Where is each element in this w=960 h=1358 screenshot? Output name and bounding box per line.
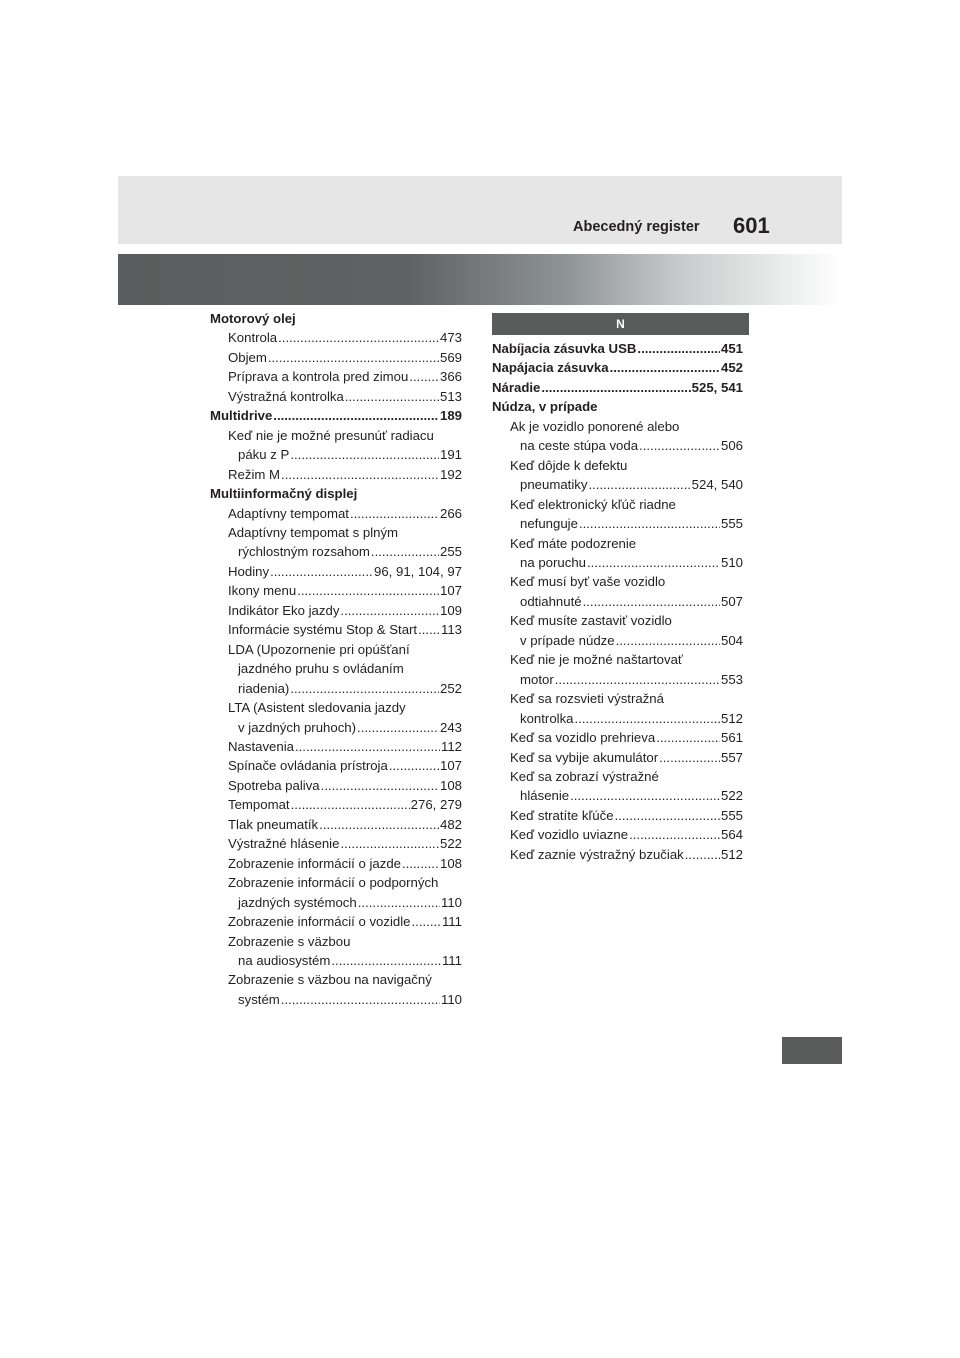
index-entry [210,659,462,678]
index-entry-text: Keď sa vozidlo prehrieva [510,730,656,746]
index-entry-text: Multiinformačný displej [210,486,358,502]
index-entry [210,912,462,931]
dot-leader [575,709,720,728]
index-entry-page: 192 [439,466,462,482]
index-entry-page: 522 [720,788,743,804]
dot-leader [281,990,440,1009]
index-entry-page: 561 [720,730,743,746]
dot-leader [270,562,373,581]
index-entry-page: 276, 279 [410,797,462,813]
index-entry [492,825,743,844]
dot-leader [579,514,720,533]
index-entry [492,845,743,864]
dot-leader [350,504,439,523]
index-entry-page: 109 [439,602,462,618]
index-entry-page: 110 [440,894,462,910]
index-entry-text: Režim M [228,466,281,482]
index-column-left [210,309,462,1009]
index-entry-page: 107 [439,758,462,774]
index-entry [210,601,462,620]
index-entry-text: Adaptívny tempomat [228,505,349,521]
index-entry-page: 111 [441,952,462,968]
dot-leader [541,378,690,397]
dot-leader [656,728,720,747]
dot-leader [278,328,439,347]
index-entry-text: systém [238,991,280,1007]
dot-leader [321,776,439,795]
dot-leader [685,845,720,864]
index-entry-text: jazdného pruhu s ovládaním [238,661,404,677]
index-entry-text: Zobrazenie informácií o podporných [228,875,439,891]
index-entry [210,970,462,989]
index-entry-text: páku z P [238,447,290,463]
page-number: 601 [733,213,770,238]
index-entry-page: 111 [441,914,462,930]
index-entry-page: 266 [439,505,462,521]
index-entry [210,679,462,698]
index-entry-text: kontrolka [520,710,574,726]
index-entry [492,514,743,533]
index-entry-page: 555 [720,807,743,823]
index-entry [492,339,743,358]
index-entry [210,562,462,581]
index-entry-text: odtiahnuté [520,593,582,609]
index-entry-page: 451 [720,341,743,356]
index-column-right [492,339,743,864]
dot-leader [402,854,439,873]
dot-leader [331,951,441,970]
dot-leader [555,670,720,689]
index-entry [210,406,462,425]
index-entry-text: na ceste stúpa voda [520,438,639,454]
index-entry-text: Zobrazenie s väzbou [228,933,351,949]
index-entry [210,523,462,542]
index-entry-text: Keď elektronický kľúč riadne [510,496,676,512]
index-entry-text: Keď musí byť vaše vozidlo [510,574,666,590]
index-entry-text: Informácie systému Stop & Start [228,622,418,638]
index-entry [492,728,743,747]
index-entry-text: Núdza, v prípade [492,399,598,415]
index-entry [210,426,462,445]
dot-leader [615,806,720,825]
index-entry [492,767,743,786]
index-entry [492,611,743,630]
index-entry [210,542,462,561]
index-entry [492,534,743,553]
index-entry-text: Keď nie je možné presunúť radiacu [228,427,434,443]
index-entry [492,572,743,591]
index-entry-text: Indikátor Eko jazdy [228,602,340,618]
index-entry-page: 513 [439,388,462,404]
dot-leader [587,553,720,572]
index-entry-text: Nastavenia [228,738,294,754]
index-entry-text: Výstražná kontrolka [228,388,344,404]
index-entry [492,553,743,572]
index-entry [492,495,743,514]
index-entry [492,592,743,611]
index-entry-page: 110 [440,991,462,1007]
dot-leader [340,601,439,620]
index-entry-page: 243 [439,719,462,735]
index-entry-text: Ikony menu [228,583,297,599]
index-entry-text: nefunguje [520,516,578,532]
index-entry [210,698,462,717]
index-entry [492,417,743,436]
index-entry [210,873,462,892]
index-entry-page: 191 [439,447,462,463]
index-entry-page: 255 [439,544,462,560]
index-entry-page: 252 [439,680,462,696]
index-entry-text: hlásenie [520,788,570,804]
index-entry [210,465,462,484]
index-entry-page: 112 [440,738,462,754]
dot-leader [291,795,410,814]
dot-leader [295,737,440,756]
dot-leader [659,748,720,767]
index-entry-text: Kontrola [228,330,278,346]
index-entry [210,640,462,659]
dot-leader [273,406,439,425]
dot-leader [371,542,439,561]
decorative-gradient-band [118,254,842,305]
dot-leader [629,825,720,844]
index-entry-text: Keď máte podozrenie [510,535,637,551]
index-entry-text: Príprava a kontrola pred zimou [228,369,409,385]
index-entry-text: LTA (Asistent sledovania jazdy [228,700,406,716]
index-entry [492,378,743,397]
index-entry [210,367,462,386]
dot-leader [345,387,439,406]
index-entry-page: 557 [720,749,743,765]
index-entry-text: Náradie [492,379,541,395]
index-entry [210,581,462,600]
index-entry [210,718,462,737]
dot-leader [610,358,720,377]
index-entry-page: 96, 91, 104, 97 [374,563,462,579]
index-entry-page: 507 [720,593,743,609]
index-entry [210,328,462,347]
index-entry-text: Motorový olej [210,311,296,326]
index-entry [492,650,743,669]
index-entry-page: 512 [720,846,743,862]
index-entry-page: 506 [720,438,743,454]
index-entry-text: Výstražné hlásenie [228,836,340,852]
index-entry-page: 512 [720,710,743,726]
index-entry [210,990,462,1009]
dot-leader [268,348,439,367]
index-entry [492,358,743,377]
index-entry-page: 107 [439,583,462,599]
dot-leader [616,631,720,650]
index-entry-text: Adaptívny tempomat s plným [228,524,399,540]
index-entry [210,795,462,814]
index-entry-text: Keď stratíte kľúče [510,807,614,823]
index-entry [492,786,743,805]
header-title: Abecedný register [573,219,700,235]
index-entry-text: Keď vozidlo uviazne [510,827,629,843]
index-entry [210,309,462,328]
index-entry-text: na audiosystém [238,952,331,968]
dot-leader [358,893,440,912]
dot-leader [297,581,439,600]
index-entry-text: Keď sa zobrazí výstražné [510,768,659,784]
index-entry [210,504,462,523]
index-entry-text: v prípade núdze [520,632,615,648]
index-entry [210,737,462,756]
index-entry [210,387,462,406]
index-entry-page: 482 [439,816,462,832]
dot-leader [389,756,439,775]
chapter-side-tab [782,1037,842,1064]
index-entry [492,456,743,475]
index-entry-page: 569 [439,349,462,365]
dot-leader [637,339,720,358]
index-entry-text: Keď musíte zastaviť vozidlo [510,613,672,629]
dot-leader [588,475,690,494]
index-entry-text: Keď sa vybije akumulátor [510,749,659,765]
index-entry-page: 553 [720,671,743,687]
index-entry-text: Zobrazenie s väzbou na navigačný [228,972,432,988]
index-entry-text: Spotreba paliva [228,777,320,793]
index-entry-text: Tlak pneumatík [228,816,319,832]
index-entry-page: 522 [439,836,462,852]
index-entry [492,748,743,767]
dot-leader [340,834,439,853]
index-entry-page: 366 [439,369,462,385]
index-entry [492,709,743,728]
index-entry [210,951,462,970]
index-entry-text: Keď zaznie výstražný bzučiak [510,846,684,862]
index-entry [492,436,743,455]
index-entry-page: 564 [720,827,743,843]
index-entry [492,475,743,494]
index-entry [492,670,743,689]
dot-leader [290,679,439,698]
index-entry-text: Napájacia zásuvka [492,360,609,376]
index-entry-text: Keď dôjde k defektu [510,457,628,473]
index-entry [210,756,462,775]
dot-leader [412,912,441,931]
index-entry-text: na poruchu [520,554,586,570]
dot-leader [281,465,439,484]
index-entry-page: 108 [439,777,462,793]
index-entry [210,445,462,464]
index-entry-text: Keď nie je možné naštartovať [510,652,683,668]
index-entry-page: 524, 540 [691,477,743,493]
index-entry-text: pneumatiky [520,477,588,493]
index-entry-text: Keď sa rozsvieti výstražná [510,691,664,707]
index-entry-text: Zobrazenie informácií o jazde [228,855,401,871]
index-entry-text: riadenia) [238,680,290,696]
index-entry-page: 473 [439,330,462,346]
index-entry [210,776,462,795]
index-entry-text: Multidrive [210,408,273,424]
dot-leader [570,786,720,805]
index-entry [210,854,462,873]
index-entry-page: 189 [439,408,462,424]
index-entry-text: motor [520,671,554,687]
index-entry-text: Tempomat [228,797,290,813]
index-entry [210,620,462,639]
dot-leader [290,445,439,464]
index-entry [210,834,462,853]
index-entry-page: 452 [720,360,743,376]
index-entry-text: jazdných systémoch [238,894,357,910]
index-entry [210,932,462,951]
dot-leader [357,718,439,737]
index-entry-page: 510 [720,554,743,570]
index-entry-text: v jazdných pruhoch) [238,719,357,735]
index-entry [492,806,743,825]
dot-leader [319,815,439,834]
index-entry-text: rýchlostným rozsahom [238,544,370,560]
index-entry [492,689,743,708]
index-entry-page: 525, 541 [691,379,743,395]
dot-leader [639,436,720,455]
index-entry [210,484,462,503]
index-entry [492,397,743,416]
index-entry [210,348,462,367]
index-entry [210,893,462,912]
index-entry-page: 113 [440,622,462,638]
index-entry-text: Ak je vozidlo ponorené alebo [510,418,680,434]
index-entry-page: 504 [720,632,743,648]
index-entry [492,631,743,650]
index-entry-text: LDA (Upozornenie pri opúšťaní [228,641,410,657]
index-entry-text: Nabíjacia zásuvka USB [492,341,637,356]
dot-leader [409,367,439,386]
index-entry-text: Spínače ovládania prístroja [228,758,388,774]
index-entry-text: Hodiny [228,563,270,579]
dot-leader [418,620,440,639]
index-entry-page: 555 [720,516,743,532]
index-entry [210,815,462,834]
section-letter-bar: N [492,313,749,335]
index-entry-text: Zobrazenie informácií o vozidle [228,914,411,930]
dot-leader [583,592,720,611]
index-entry-page: 108 [439,855,462,871]
index-entry-text: Objem [228,349,267,365]
